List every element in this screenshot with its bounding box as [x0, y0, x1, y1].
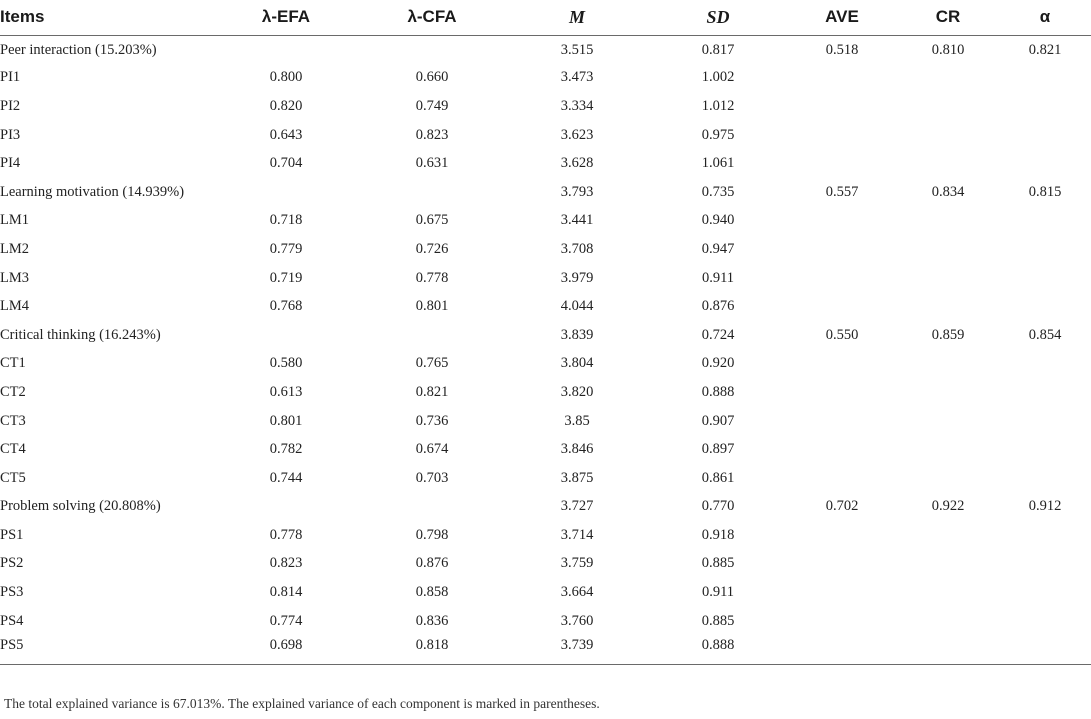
cell-ave	[787, 578, 897, 607]
cell-lambda-efa: 0.613	[269, 383, 303, 400]
cell-lambda-cfa: 0.765	[415, 355, 449, 372]
cell-mean: 4.044	[560, 298, 594, 315]
cell-lambda-cfa	[359, 178, 505, 207]
cell-lambda-efa	[213, 35, 359, 64]
cell-lambda-efa: 0.643	[269, 126, 303, 143]
cell-lambda-efa: 0.704	[269, 155, 303, 172]
header-alpha: α	[999, 0, 1091, 35]
cell-lambda-cfa	[359, 493, 505, 522]
cell-cr	[897, 121, 999, 150]
cell-lambda-cfa	[359, 321, 505, 350]
cell-lambda-efa: 0.718	[269, 212, 303, 229]
cell-alpha	[999, 464, 1091, 493]
cell-alpha	[999, 550, 1091, 579]
cell-mean: 3.759	[560, 555, 594, 572]
cell-mean: 3.628	[560, 155, 594, 172]
header-ave: AVE	[787, 0, 897, 35]
table-row	[0, 550, 1091, 579]
cell-mean: 3.739	[560, 637, 594, 654]
cell-sd: 0.918	[701, 526, 735, 543]
cell-lambda-efa: 0.744	[269, 469, 303, 486]
cell-ave	[787, 64, 897, 93]
cell-cr	[897, 207, 999, 236]
cell-ave: 0.557	[825, 183, 859, 200]
cell-alpha	[999, 292, 1091, 321]
cell-mean: 3.714	[560, 526, 594, 543]
cell-sd: 0.735	[701, 183, 735, 200]
header-sd: SD	[649, 0, 787, 35]
cell-ave	[787, 464, 897, 493]
cell-alpha	[999, 635, 1091, 664]
table-row	[0, 121, 1091, 150]
cell-mean: 3.760	[560, 612, 594, 629]
cell-sd: 0.885	[701, 555, 735, 572]
cell-item: Critical thinking (16.243%)	[0, 326, 161, 343]
cell-lambda-efa: 0.820	[269, 97, 303, 114]
cell-lambda-efa: 0.779	[269, 240, 303, 257]
cell-lambda-efa: 0.774	[269, 612, 303, 629]
cell-sd: 0.885	[701, 612, 735, 629]
cell-cr	[897, 378, 999, 407]
cell-cr	[897, 578, 999, 607]
cell-item: CT5	[0, 469, 26, 486]
cell-ave	[787, 407, 897, 436]
cell-alpha	[999, 64, 1091, 93]
cell-mean: 3.334	[560, 97, 594, 114]
cell-item: PI3	[0, 126, 21, 143]
cell-ave	[787, 550, 897, 579]
cell-alpha	[999, 407, 1091, 436]
cell-sd: 0.947	[701, 240, 735, 257]
cell-alpha	[999, 264, 1091, 293]
table-body	[0, 35, 1091, 664]
cell-item: CT2	[0, 383, 26, 400]
cell-mean: 3.441	[560, 212, 594, 229]
header-lambda-cfa: λ-CFA	[359, 0, 505, 35]
table-row	[0, 92, 1091, 121]
cell-item: PI1	[0, 69, 21, 86]
cell-mean: 3.708	[560, 240, 594, 257]
table-row	[0, 149, 1091, 178]
cell-lambda-cfa: 0.818	[415, 637, 449, 654]
cell-ave	[787, 92, 897, 121]
cell-mean: 3.979	[560, 269, 594, 286]
cell-lambda-cfa: 0.631	[415, 155, 449, 172]
cell-sd: 0.940	[701, 212, 735, 229]
table-row	[0, 464, 1091, 493]
cell-cr: 0.859	[931, 326, 965, 343]
cell-lambda-cfa: 0.703	[415, 469, 449, 486]
table-row	[0, 264, 1091, 293]
cell-lambda-efa: 0.823	[269, 555, 303, 572]
cell-alpha	[999, 578, 1091, 607]
cell-mean: 3.846	[560, 441, 594, 458]
cell-lambda-cfa: 0.749	[415, 97, 449, 114]
table-row	[0, 435, 1091, 464]
cell-sd: 0.876	[701, 298, 735, 315]
cell-ave	[787, 207, 897, 236]
table-row	[0, 493, 1091, 522]
cell-lambda-efa: 0.778	[269, 526, 303, 543]
cell-item: PS1	[0, 526, 24, 543]
cell-cr: 0.810	[931, 42, 965, 59]
cell-item: CT4	[0, 441, 26, 458]
cell-lambda-efa: 0.698	[269, 637, 303, 654]
cell-cr	[897, 235, 999, 264]
cell-mean: 3.839	[560, 326, 594, 343]
cell-ave	[787, 235, 897, 264]
cell-lambda-efa	[213, 321, 359, 350]
cell-item: LM1	[0, 212, 29, 229]
cell-mean: 3.515	[560, 42, 594, 59]
cell-alpha: 0.854	[1028, 326, 1062, 343]
table-row	[0, 350, 1091, 379]
cell-ave	[787, 607, 897, 636]
cell-alpha	[999, 235, 1091, 264]
cell-cr	[897, 550, 999, 579]
cell-ave	[787, 378, 897, 407]
cell-lambda-cfa: 0.858	[415, 584, 449, 601]
cell-lambda-cfa: 0.726	[415, 240, 449, 257]
cell-item: PS3	[0, 584, 24, 601]
table-row	[0, 407, 1091, 436]
table-footnote: The total explained variance is 67.013%. The explained variance of each component is marked in parentheses.	[4, 696, 600, 711]
table-row	[0, 64, 1091, 93]
cell-lambda-cfa: 0.778	[415, 269, 449, 286]
cell-lambda-efa: 0.800	[269, 69, 303, 86]
cell-lambda-cfa: 0.675	[415, 212, 449, 229]
cell-lambda-efa	[213, 493, 359, 522]
cell-lambda-efa	[213, 178, 359, 207]
cell-lambda-cfa: 0.801	[415, 298, 449, 315]
cell-cr	[897, 149, 999, 178]
cell-alpha	[999, 121, 1091, 150]
cell-alpha	[999, 521, 1091, 550]
cell-sd: 0.897	[701, 441, 735, 458]
cell-mean: 3.793	[560, 183, 594, 200]
cell-alpha	[999, 207, 1091, 236]
cell-cr: 0.834	[931, 183, 965, 200]
cell-lambda-efa: 0.814	[269, 584, 303, 601]
cell-item: PI4	[0, 155, 21, 172]
cell-sd: 0.920	[701, 355, 735, 372]
header-row	[0, 0, 1091, 35]
cell-lambda-cfa: 0.823	[415, 126, 449, 143]
cell-alpha	[999, 350, 1091, 379]
cell-item: PS5	[0, 637, 24, 654]
table-row	[0, 378, 1091, 407]
cell-sd: 0.724	[701, 326, 735, 343]
cell-ave: 0.702	[825, 498, 859, 515]
cell-mean: 3.623	[560, 126, 594, 143]
table-header	[0, 0, 1091, 35]
cell-lambda-efa: 0.768	[269, 298, 303, 315]
cell-sd: 0.911	[701, 584, 735, 601]
cell-lambda-cfa: 0.736	[415, 412, 449, 429]
cell-mean: 3.804	[560, 355, 594, 372]
cell-lambda-efa: 0.782	[269, 441, 303, 458]
cell-sd: 1.012	[701, 97, 735, 114]
cell-lambda-cfa: 0.836	[415, 612, 449, 629]
cell-cr: 0.922	[931, 498, 965, 515]
cell-ave	[787, 121, 897, 150]
cell-item: PI2	[0, 97, 21, 114]
cell-item: Learning motivation (14.939%)	[0, 183, 185, 200]
table-row	[0, 178, 1091, 207]
cell-alpha	[999, 378, 1091, 407]
cell-ave: 0.550	[825, 326, 859, 343]
table-row	[0, 635, 1091, 664]
cell-lambda-efa: 0.719	[269, 269, 303, 286]
cell-lambda-efa: 0.801	[269, 412, 303, 429]
table-row	[0, 521, 1091, 550]
cell-cr	[897, 292, 999, 321]
cell-mean: 3.473	[560, 69, 594, 86]
cell-mean: 3.727	[560, 498, 594, 515]
cell-item: LM3	[0, 269, 29, 286]
cell-lambda-cfa: 0.821	[415, 383, 449, 400]
cell-mean: 3.875	[560, 469, 594, 486]
cell-item: Peer interaction (15.203%)	[0, 42, 157, 59]
cell-cr	[897, 407, 999, 436]
cell-sd: 0.975	[701, 126, 735, 143]
cell-cr	[897, 464, 999, 493]
cell-lambda-efa: 0.580	[269, 355, 303, 372]
cell-item: CT3	[0, 412, 26, 429]
cell-alpha	[999, 607, 1091, 636]
cell-cr	[897, 264, 999, 293]
cell-ave	[787, 149, 897, 178]
cell-cr	[897, 607, 999, 636]
cell-cr	[897, 350, 999, 379]
cell-lambda-cfa: 0.876	[415, 555, 449, 572]
header-lambda-efa: λ-EFA	[213, 0, 359, 35]
table-row	[0, 35, 1091, 64]
cell-sd: 0.861	[701, 469, 735, 486]
table-row	[0, 235, 1091, 264]
cell-cr	[897, 64, 999, 93]
cell-lambda-cfa: 0.798	[415, 526, 449, 543]
cell-sd: 1.002	[701, 69, 735, 86]
cell-cr	[897, 92, 999, 121]
cell-ave	[787, 350, 897, 379]
cell-item: PS2	[0, 555, 24, 572]
cell-item: LM4	[0, 298, 29, 315]
header-mean: M	[505, 0, 649, 35]
table-row	[0, 292, 1091, 321]
cell-sd: 0.770	[701, 498, 735, 515]
cell-alpha: 0.912	[1028, 498, 1062, 515]
cell-ave	[787, 521, 897, 550]
cell-cr	[897, 521, 999, 550]
cell-mean: 3.85	[564, 412, 590, 429]
cell-ave	[787, 435, 897, 464]
cell-item: CT1	[0, 355, 26, 372]
cell-sd: 0.911	[701, 269, 735, 286]
table-row	[0, 207, 1091, 236]
cell-alpha	[999, 149, 1091, 178]
cell-sd: 0.817	[701, 42, 735, 59]
cell-lambda-cfa: 0.674	[415, 441, 449, 458]
cell-ave	[787, 292, 897, 321]
cell-cr	[897, 435, 999, 464]
cell-alpha	[999, 435, 1091, 464]
cell-mean: 3.820	[560, 383, 594, 400]
cell-sd: 0.888	[701, 637, 735, 654]
cell-item: Problem solving (20.808%)	[0, 498, 161, 515]
cell-ave	[787, 635, 897, 664]
cell-lambda-cfa: 0.660	[415, 69, 449, 86]
cell-mean: 3.664	[560, 584, 594, 601]
cell-alpha	[999, 92, 1091, 121]
cell-alpha: 0.821	[1028, 42, 1062, 59]
table-row	[0, 607, 1091, 636]
cell-sd: 0.907	[701, 412, 735, 429]
cell-cr	[897, 635, 999, 664]
cell-ave: 0.518	[825, 42, 859, 59]
table-row	[0, 321, 1091, 350]
table-row	[0, 578, 1091, 607]
cell-alpha: 0.815	[1028, 183, 1062, 200]
cell-lambda-cfa	[359, 35, 505, 64]
cell-sd: 0.888	[701, 383, 735, 400]
cell-ave	[787, 264, 897, 293]
cell-sd: 1.061	[701, 155, 735, 172]
header-items: Items	[0, 0, 213, 35]
cell-item: PS4	[0, 612, 24, 629]
cell-item: LM2	[0, 240, 29, 257]
header-cr: CR	[897, 0, 999, 35]
